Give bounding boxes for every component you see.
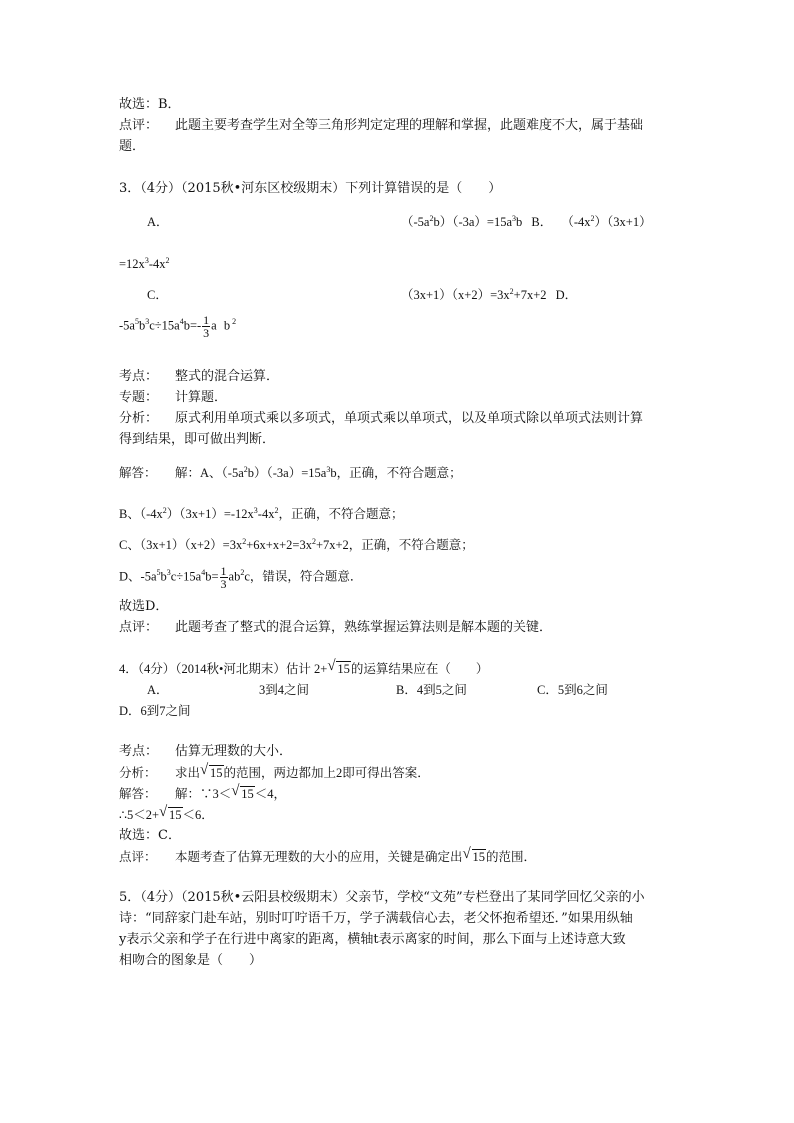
q3-option-d-label: D． — [555, 288, 578, 302]
q4-header: 4．（4分）（2014秋•河北期末）估计 2+ √ 15的运算结果应在（ ） — [119, 658, 489, 676]
fraction: $\frac{1}{3}$ — [203, 313, 210, 340]
q3-option-d: $-5a^5b^3c\div 15a^4b=-$ $\frac{1}{3}$ a $b^2$ — [119, 313, 237, 340]
q3-jieda-d: D、$-5a^5b^3c\div 15a^4b=$ $\frac{1}{3}$ $ab^2c$，错误，符合题意． — [119, 564, 363, 591]
q3-jieda-b: B、$(-4x^2)(3x+1)=-12x^3-4x^2$，正确，不符合题意； — [119, 505, 404, 521]
q3-fenxi-cont: 得到结果，即可做出判断． — [119, 432, 276, 447]
q3-kaodian: 考点： 整式的混合运算． — [119, 369, 280, 384]
q5-line-4: 相吻合的图象是（ ） — [119, 953, 263, 968]
sqrt: √ 15 — [327, 658, 350, 676]
q5-line-3: y表示父亲和学子在行进中离家的距离，横轴t表示离家的时间，那么下面与上述诗意大致 — [119, 932, 626, 947]
comment-text: 此题主要考查学生对全等三角形判定定理的理解和掌握，此题难度不大，属于基础 — [175, 118, 644, 133]
q4-kaodian: 考点： 估算无理数的大小． — [119, 744, 293, 759]
q3-option-b-cont: $=12x^3-4x^2$ — [119, 255, 170, 271]
q4-fenxi: 分析： 求出 √ 15的范围，两边都加上2即可得出答案． — [119, 762, 430, 780]
q2-comment-cont: 题． — [119, 139, 146, 154]
sqrt: √ 15 — [462, 846, 486, 864]
q5-line-2: 诗：“同辞家门赴车站，别时叮咛语千万，学子满载信心去，老父怀抱希望还．”如果用纵轴 — [119, 911, 633, 926]
q3-option-b-label: B． — [531, 215, 553, 229]
q4-option-a-label: A． — [147, 683, 169, 697]
q4-option-a: 3到4之间 — [259, 683, 310, 697]
q2-comment — [119, 117, 643, 135]
sqrt: √ 15 — [159, 804, 182, 822]
q3-jieda-c: C、$(3x+1)(x+2)=3x^2+6x+x+2=3x^2+7x+2$，正确，不符合题意； — [119, 536, 474, 552]
q3-option-a-b: $(-5a^2b)(-3a)=15a^3b$ B． $(-4x^2)(3x+1)$ — [401, 213, 652, 229]
q3-option-c-label: C． — [147, 288, 168, 302]
q3-fenxi: 分析： 原式利用单项式乘以多项式，单项式乘以单项式，以及单项式除以单项式法则计算 — [119, 411, 644, 426]
q3-header: 3．（4分）（2015秋•河东区校级期末）下列计算错误的是（ ） — [119, 181, 502, 196]
fraction: $\frac{1}{3}$ — [220, 564, 227, 591]
q4-comment: 点评： 本题考查了估算无理数的大小的应用，关键是确定出 √ 15的范围． — [119, 846, 537, 864]
q3-zhuanti: 专题： 计算题． — [119, 390, 228, 405]
q5-line-1: 5．（4分）（2015秋•云阳县校级期末）父亲节，学校“文苑”专栏登出了某同学回忆父亲的小 — [119, 890, 645, 905]
q3-jieda-a: 解答： 解：A、$(-5a^2b)(-3a)=15a^3b$，正确，不符合题意； — [119, 464, 462, 480]
q3-comment: 点评： 此题考查了整式的混合运算，熟练掌握运算法则是解本题的关键． — [119, 620, 553, 635]
sqrt: √ 15 — [231, 783, 254, 801]
comment-label: 点评： — [119, 118, 159, 133]
sqrt: √ 15 — [200, 762, 223, 780]
q4-jieda-cont: ∴5＜2+ √ 15＜6． — [119, 804, 214, 822]
q4-option-c: C．5到6之间 — [537, 683, 608, 697]
q3-option-a-label: A． — [147, 215, 169, 229]
q3-option-c-d: $(3x+1)(x+2)=3x^2+7x+2$ D． — [401, 286, 578, 302]
q4-jieda: 解答： 解：∵3＜ √ 15＜4， — [119, 783, 287, 801]
q4-answer: 故选：C． — [119, 828, 181, 843]
q3-answer: 故选D． — [119, 599, 169, 614]
q4-option-d: D．6到7之间 — [119, 704, 191, 718]
q2-answer: 故选：B． — [119, 97, 181, 112]
q4-option-b: B．4到5之间 — [396, 683, 467, 697]
